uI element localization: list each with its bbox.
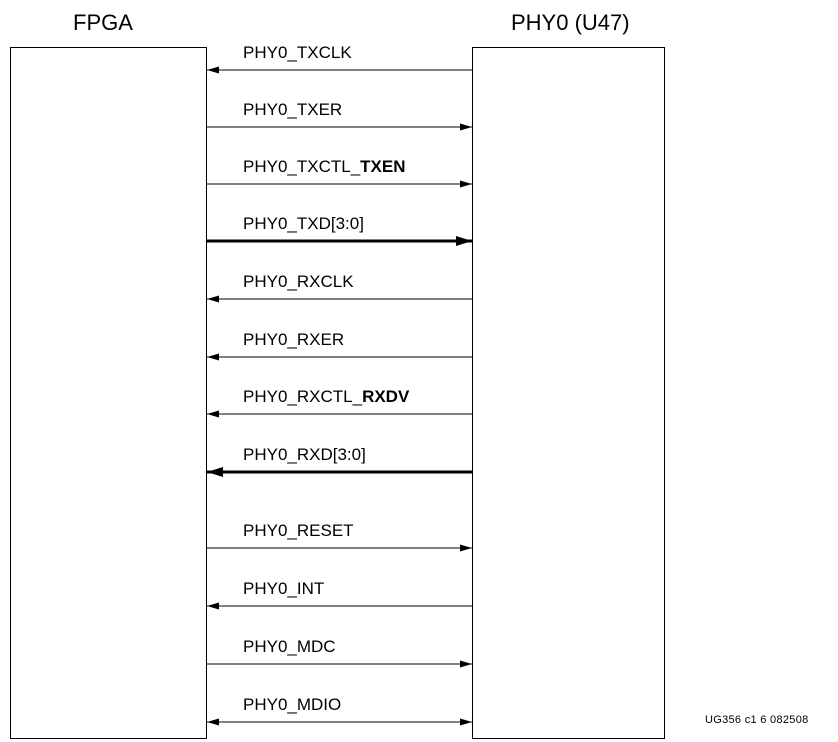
signal-name: PHY0_TXCTL_ [243,157,361,176]
signal-label-phy0-reset [243,521,354,541]
arrowhead-left [207,411,219,418]
signal-line-phy0-int [207,603,472,610]
signal-label-phy0-txer [243,100,342,120]
signal-name: PHY0_TXD[3:0] [243,214,364,233]
signal-label-phy0-int [243,579,324,599]
arrowhead-left [207,67,219,74]
signal-label-phy0-rxd-3-0 [243,445,366,465]
arrowhead-left [207,603,219,610]
signal-label-phy0-rxctl-rxdv [243,387,409,407]
signal-name: PHY0_RXER [243,330,345,349]
signal-line-phy0-txer [207,124,472,131]
signal-name: PHY0_MDIO [243,695,342,714]
signal-name-bold-suffix: RXDV [362,387,410,406]
signal-line-phy0-rxctl-rxdv [207,411,472,418]
signal-name: PHY0_RESET [243,521,354,540]
arrowhead-right [460,719,472,726]
phy-block-title: PHY0 (U47) [511,10,630,35]
signal-line-phy0-mdio [207,719,472,726]
signal-name: PHY0_TXER [243,100,343,119]
signal-line-phy0-txctl-txen [207,181,472,188]
signal-line-phy0-rxd-3-0 [207,467,472,477]
signal-label-phy0-txd-3-0 [243,214,364,234]
arrowhead-left [207,719,219,726]
arrowhead-left [207,296,219,303]
signal-name: PHY0_RXD[3:0] [243,445,366,464]
signal-line-phy0-rxer [207,354,472,361]
fpga-block-title: FPGA [73,10,133,35]
signal-name-bold-suffix: TXEN [360,157,406,176]
signal-line-phy0-reset [207,545,472,552]
signal-label-phy0-txctl-txen [243,157,406,177]
signal-label-phy0-rxclk [243,272,354,292]
signal-label-phy0-mdio [243,695,341,715]
signal-name: PHY0_RXCTL_ [243,387,363,406]
signal-label-phy0-txclk [243,43,352,63]
signal-name: PHY0_INT [243,579,325,598]
arrowhead-right [460,661,472,668]
arrowhead-right [456,236,472,246]
signal-name: PHY0_RXCLK [243,272,354,291]
figure-id: UG356 c1 6 082508 [705,714,809,726]
signal-line-phy0-rxclk [207,296,472,303]
signal-name: PHY0_TXCLK [243,43,352,62]
signal-label-phy0-mdc [243,637,336,657]
arrowhead-right [460,181,472,188]
arrowhead-left [207,354,219,361]
signal-label-phy0-rxer [243,330,344,350]
signal-line-phy0-txclk [207,67,472,74]
arrowhead-left [207,467,223,477]
arrowhead-right [460,545,472,552]
arrowhead-right [460,124,472,131]
signal-line-phy0-txd-3-0 [207,236,472,246]
signal-line-phy0-mdc [207,661,472,668]
signal-name: PHY0_MDC [243,637,336,656]
